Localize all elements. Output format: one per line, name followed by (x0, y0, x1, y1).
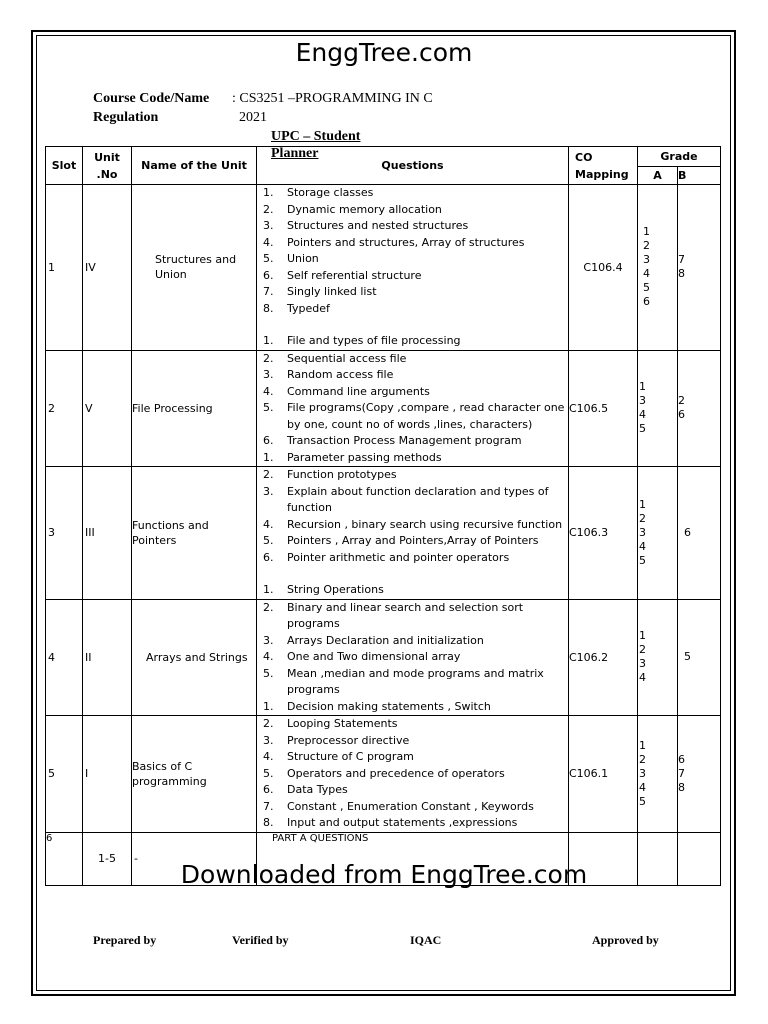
header-unit-name: Name of the Unit (132, 147, 257, 185)
question-text: Input and output statements ,expressions (287, 816, 518, 829)
question-number: 4. (263, 750, 274, 763)
question-item (263, 666, 568, 699)
planner-title-line-1: UPC – Student (271, 129, 361, 144)
question-number (263, 317, 287, 333)
question-item (263, 400, 568, 433)
site-title: EnggTree.com (295, 38, 473, 67)
question-number: 6. (263, 550, 274, 564)
question-item (263, 600, 568, 633)
unit-row (46, 467, 721, 600)
question-text: Pointers , Array and Pointers,Array of Pointers (287, 534, 539, 547)
question-number: 5. (263, 766, 274, 780)
question-text: Parameter passing methods (287, 450, 442, 464)
question-item (263, 284, 568, 301)
question-item (263, 384, 568, 401)
grade-b-cell: 6 (678, 467, 721, 600)
question-number: 5. (263, 252, 274, 265)
question-item (263, 450, 568, 467)
header-unit-no: Unit .No (83, 147, 132, 185)
question-text: String Operations (287, 583, 384, 596)
question-item (263, 749, 568, 766)
unit-row (46, 599, 721, 716)
question-item (263, 517, 568, 534)
question-text: Union (287, 252, 319, 265)
question-item (263, 716, 568, 733)
prepared-by: Prepared by (93, 933, 157, 947)
unit-name-cell: Structures and Union (132, 185, 257, 351)
question-item (263, 566, 568, 582)
question-item (263, 799, 568, 816)
question-item (263, 733, 568, 750)
question-number: 4. (263, 517, 274, 531)
iqac-label: IQAC (410, 933, 442, 947)
question-text: Data Types (287, 783, 348, 796)
question-item (263, 367, 568, 384)
last-row-slot: 6 (46, 832, 83, 885)
question-item (263, 699, 568, 716)
grade-a-cell: 1 2 3 4 5 6 (638, 185, 678, 351)
question-number: 3. (263, 633, 274, 647)
question-number: 7. (263, 799, 274, 813)
unit-no-cell: III (83, 467, 132, 600)
co-mapping-cell: C106.5 (569, 350, 638, 467)
question-text: Recursion , binary search using recursive function (287, 517, 563, 531)
unit-row (46, 716, 721, 833)
last-row-unit: 1-5 (83, 832, 132, 885)
question-item (263, 433, 568, 450)
unit-no-cell: II (83, 599, 132, 716)
question-item (263, 649, 568, 666)
header-slot: Slot (46, 147, 83, 185)
header-questions: Questions (257, 147, 569, 185)
question-number: 1. (263, 583, 274, 596)
slot-cell: 4 (46, 599, 83, 716)
header-grade: Grade (638, 147, 721, 167)
question-text: Pointers and structures, Array of structures (287, 235, 525, 249)
question-number: 8. (263, 816, 274, 829)
questions-cell (257, 185, 569, 351)
question-text: One and Two dimensional array (287, 650, 461, 663)
grade-a-cell: 1 2 3 4 5 (638, 716, 678, 833)
question-number: 4. (263, 384, 274, 398)
question-item (263, 582, 568, 599)
co-mapping-cell: C106.4 (569, 185, 638, 351)
question-item (263, 351, 568, 368)
question-text: Self referential structure (287, 268, 422, 282)
question-number: 8. (263, 301, 274, 315)
question-item (263, 218, 568, 235)
header-co-mapping: CO Mapping (569, 147, 638, 185)
grade-b-cell: 6 7 8 (678, 716, 721, 833)
questions-cell (257, 350, 569, 467)
question-item (263, 301, 568, 318)
unit-row (46, 350, 721, 467)
grade-a-cell: 1 3 4 5 (638, 350, 678, 467)
question-text: Binary and linear search and selection sort programs (287, 600, 524, 630)
question-number: 5. (263, 534, 274, 547)
question-text: Mean ,median and mode programs and matrix programs (287, 666, 544, 696)
questions-list (257, 716, 568, 832)
questions-cell (257, 467, 569, 600)
questions-cell (257, 599, 569, 716)
last-row-questions: PART A QUESTIONS (257, 832, 569, 885)
question-text: File programs(Copy ,compare , read character one by one, count no of words ,lines, characters) (287, 401, 565, 431)
question-text: Transaction Process Management program (287, 434, 522, 447)
question-item (263, 251, 568, 268)
unit-no-cell: I (83, 716, 132, 833)
co-mapping-cell: C106.3 (569, 467, 638, 600)
question-number: 3. (263, 733, 274, 747)
question-item (263, 782, 568, 799)
course-code-label: Course Code/Name (93, 91, 210, 106)
questions-cell (257, 716, 569, 833)
questions-list (257, 467, 568, 599)
question-text: Typedef (287, 301, 330, 315)
question-number: 6. (263, 783, 274, 796)
question-number: 1. (263, 186, 274, 199)
question-text: Constant , Enumeration Constant , Keywords (287, 799, 534, 813)
question-item (263, 235, 568, 252)
question-item (263, 633, 568, 650)
question-item (263, 268, 568, 285)
question-number: 1. (263, 699, 274, 713)
unit-name-cell: Functions and Pointers (132, 467, 257, 600)
question-text (287, 566, 568, 582)
question-text: Function prototypes (287, 468, 397, 481)
question-text: Structures and nested structures (287, 219, 469, 232)
download-footer: Downloaded from EnggTree.com (180, 860, 588, 889)
unit-name-cell: File Processing (132, 350, 257, 467)
slot-cell: 1 (46, 185, 83, 351)
question-item (263, 202, 568, 219)
course-code-value: : CS3251 –PROGRAMMING IN C (232, 91, 433, 106)
question-item (263, 550, 568, 567)
question-item (263, 467, 568, 484)
question-text: Singly linked list (287, 285, 377, 298)
question-number: 1. (263, 334, 274, 347)
grade-b-cell: 5 (678, 599, 721, 716)
question-text: Sequential access file (287, 351, 407, 365)
regulation-value: 2021 (239, 110, 267, 125)
slot-cell: 2 (46, 350, 83, 467)
question-text: Looping Statements (287, 717, 398, 730)
question-number: 2. (263, 468, 274, 481)
question-number: 5. (263, 666, 274, 680)
question-item (263, 533, 568, 550)
question-number (263, 566, 287, 582)
question-text: Command line arguments (287, 384, 430, 398)
grade-b-cell: 2 6 (678, 350, 721, 467)
unit-no-cell: IV (83, 185, 132, 351)
planner-title-line-2: Planner (271, 146, 319, 161)
question-number: 3. (263, 484, 274, 498)
question-item (263, 317, 568, 333)
question-number: 4. (263, 650, 274, 663)
question-item (263, 484, 568, 517)
unit-name-cell: Arrays and Strings (132, 599, 257, 716)
question-text (287, 317, 568, 333)
question-item (263, 333, 568, 350)
grade-a-cell: 1 2 3 4 (638, 599, 678, 716)
question-text: File and types of file processing (287, 334, 461, 347)
approved-by: Approved by (592, 933, 659, 947)
question-number: 4. (263, 235, 274, 249)
question-number: 2. (263, 351, 274, 365)
grade-b-cell: 7 8 (678, 185, 721, 351)
questions-list (257, 600, 568, 716)
question-text: Storage classes (287, 186, 374, 199)
question-text: Pointer arithmetic and pointer operators (287, 550, 510, 564)
slot-cell: 5 (46, 716, 83, 833)
question-number: 1. (263, 450, 274, 464)
question-number: 2. (263, 600, 274, 614)
question-text: Explain about function declaration and types of function (287, 484, 549, 514)
question-item (263, 185, 568, 202)
question-item (263, 815, 568, 832)
question-text: Structure of C program (287, 750, 414, 763)
question-number: 2. (263, 202, 274, 216)
unit-no-cell: V (83, 350, 132, 467)
question-number: 5. (263, 401, 274, 414)
question-number: 6. (263, 268, 274, 282)
question-item (263, 766, 568, 783)
question-text: Operators and precedence of operators (287, 766, 505, 780)
header-grade-a: A (638, 167, 678, 185)
questions-list (257, 351, 568, 467)
questions-list (257, 185, 568, 350)
unit-row (46, 185, 721, 351)
question-number: 3. (263, 219, 274, 232)
question-text: Decision making statements , Switch (287, 699, 491, 713)
co-mapping-cell: C106.2 (569, 599, 638, 716)
grade-a-cell: 1 2 3 4 5 (638, 467, 678, 600)
question-number: 6. (263, 434, 274, 447)
verified-by: Verified by (232, 933, 289, 947)
planner-table (45, 146, 721, 886)
unit-name-cell: Basics of C programming (132, 716, 257, 833)
header-grade-b: B (678, 167, 721, 185)
last-row-name: - (132, 832, 257, 885)
question-number: 2. (263, 717, 274, 730)
question-text: Dynamic memory allocation (287, 202, 442, 216)
slot-cell: 3 (46, 467, 83, 600)
question-text: Random access file (287, 368, 394, 381)
question-number: 3. (263, 368, 274, 381)
co-mapping-cell: C106.1 (569, 716, 638, 833)
question-text: Preprocessor directive (287, 733, 410, 747)
question-number: 7. (263, 285, 274, 298)
question-text: Arrays Declaration and initialization (287, 633, 484, 647)
regulation-label: Regulation (93, 110, 159, 125)
